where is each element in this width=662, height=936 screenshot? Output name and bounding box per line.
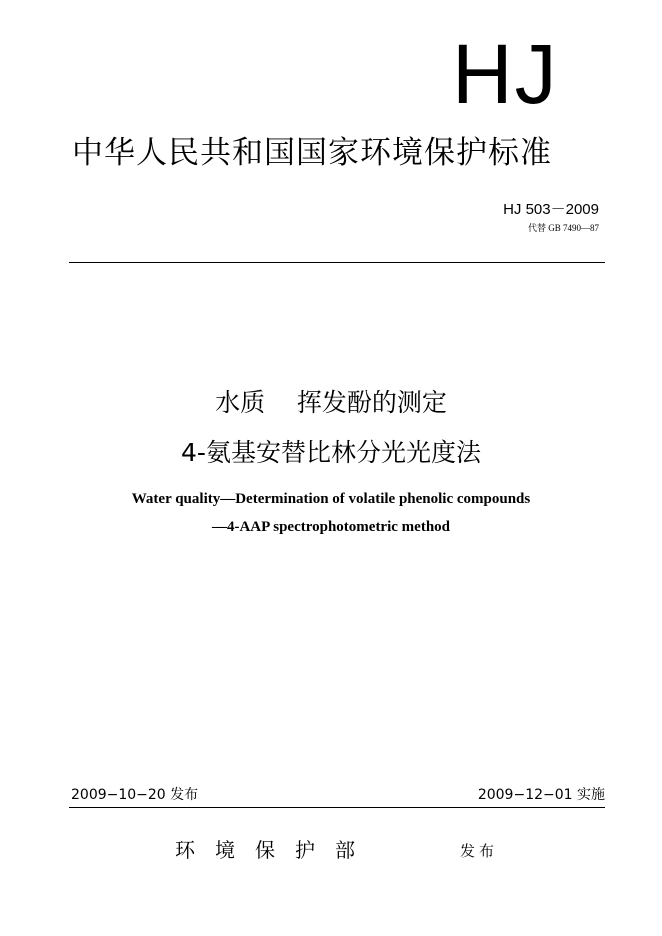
bottom-divider	[69, 807, 605, 808]
top-divider	[69, 262, 605, 263]
document-title-en-line1: Water quality—Determination of volatile phenolic compounds	[131, 491, 531, 507]
publisher-suffix: 发布	[460, 842, 499, 860]
issue-date: 2009−10−20 发布	[71, 787, 199, 803]
standard-logo: HJ	[452, 27, 559, 121]
document-title-en-line2: —4-AAP spectrophotometric method	[211, 519, 450, 535]
national-standard-title: 中华人民共和国国家环境保护标准	[72, 135, 552, 171]
standard-number: HJ 503－2009	[503, 201, 599, 218]
publisher-name: 环境保护部	[175, 838, 375, 862]
document-title-cn-line1: 水质 挥发酚的测定	[215, 388, 447, 417]
replaces-standard: 代替 GB 7490—87	[527, 223, 599, 233]
document-title-cn-line2: 4-氨基安替比林分光光度法	[181, 438, 481, 467]
implementation-date: 2009−12−01 实施	[477, 787, 605, 803]
